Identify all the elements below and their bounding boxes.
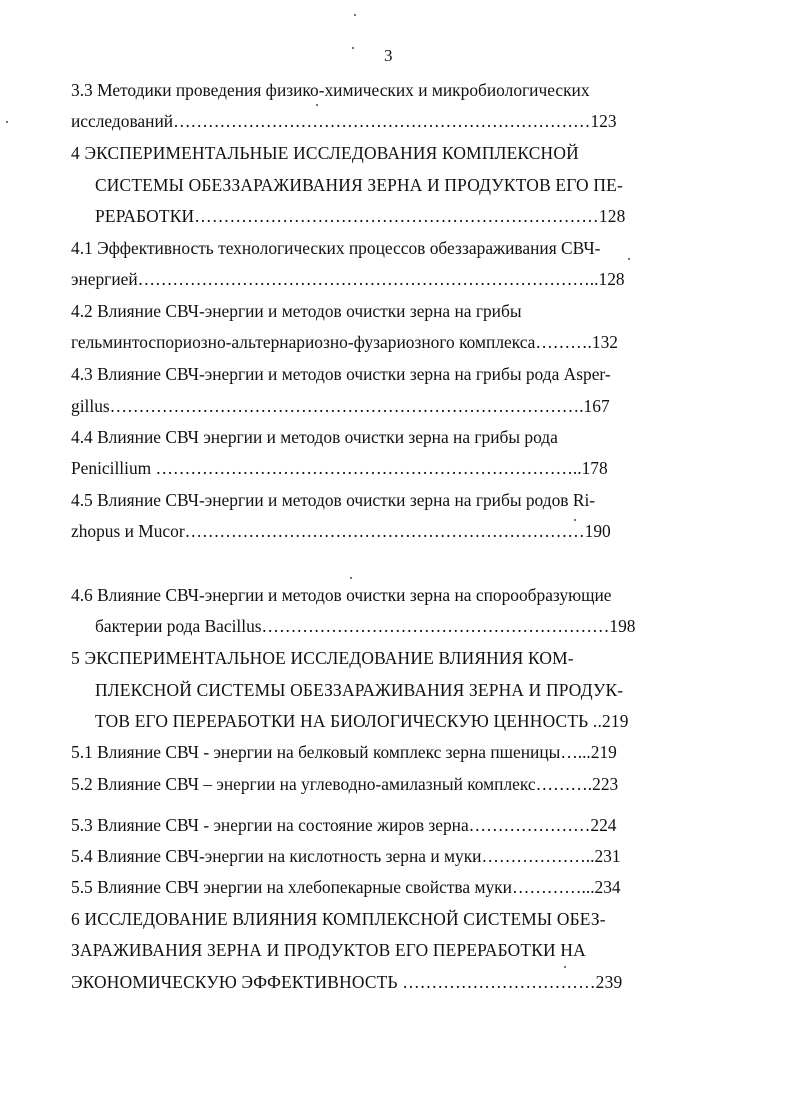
- toc-entry-4-4-line1: 4.4 Влияние СВЧ энергии и методов очистки зерна на грибы рода: [71, 427, 558, 447]
- toc-entry-4-3-line1: 4.3 Влияние СВЧ-энергии и методов очистки зерна на грибы рода Asper-: [71, 364, 611, 384]
- scan-speck: [350, 577, 352, 579]
- toc-entry-4-5-line2: zhopus и Mucor……………………………………………………………190: [71, 521, 611, 541]
- toc-entry-4-1-line1: 4.1 Эффективность технологических процессов обеззараживания СВЧ-: [71, 238, 601, 258]
- toc-entry-4-line2: СИСТЕМЫ ОБЕЗЗАРАЖИВАНИЯ ЗЕРНА И ПРОДУКТОВ ЕГО ПЕ-: [95, 175, 623, 195]
- scan-speck: [6, 121, 8, 123]
- page-number: 3: [384, 46, 393, 65]
- toc-entry-6-line2: ЗАРАЖИВАНИЯ ЗЕРНА И ПРОДУКТОВ ЕГО ПЕРЕРАБОТКИ НА: [71, 940, 586, 960]
- toc-entry-5-2: 5.2 Влияние СВЧ – энергии на углеводно-амилазный комплекс……….223: [71, 774, 619, 794]
- toc-entry-4-2-line2: гельминтоспориозно-альтернариозно-фузариозного комплекса……….132: [71, 332, 618, 352]
- toc-entry-4-line3: РЕРАБОТКИ……………………………………………………………128: [95, 206, 626, 226]
- toc-entry-4-2-line1: 4.2 Влияние СВЧ-энергии и методов очистки зерна на грибы: [71, 301, 522, 321]
- toc-entry-4-5-line1: 4.5 Влияние СВЧ-энергии и методов очистки зерна на грибы родов Ri-: [71, 490, 596, 510]
- scan-speck: [354, 14, 356, 16]
- toc-entry-5-line1: 5 ЭКСПЕРИМЕНТАЛЬНОЕ ИССЛЕДОВАНИЕ ВЛИЯНИЯ КОМ-: [71, 648, 574, 668]
- scan-speck: [564, 966, 566, 968]
- toc-entry-5-3: 5.3 Влияние СВЧ - энергии на состояние жиров зерна…………………224: [71, 815, 617, 835]
- toc-entry-3-3-line1: 3.3 Методики проведения физико-химических и микробиологических: [71, 80, 590, 100]
- scan-speck: [574, 519, 576, 521]
- toc-entry-4-line1: 4 ЭКСПЕРИМЕНТАЛЬНЫЕ ИССЛЕДОВАНИЯ КОМПЛЕКСНОЙ: [71, 143, 579, 163]
- toc-entry-5-line3: ТОВ ЕГО ПЕРЕРАБОТКИ НА БИОЛОГИЧЕСКУЮ ЦЕННОСТЬ ..219: [95, 711, 629, 731]
- toc-entry-4-6-line1: 4.6 Влияние СВЧ-энергии и методов очистки зерна на спорообразующие: [71, 585, 612, 605]
- toc-entry-5-5: 5.5 Влияние СВЧ энергии на хлебопекарные свойства муки…………...234: [71, 877, 621, 897]
- toc-entry-3-3-line2: исследований………………………………………………………………123: [71, 111, 617, 131]
- toc-entry-4-4-line2: Penicillium ………………………………………………………………..178: [71, 458, 608, 478]
- toc-entry-5-line2: ПЛЕКСНОЙ СИСТЕМЫ ОБЕЗЗАРАЖИВАНИЯ ЗЕРНА И ПРОДУК-: [95, 680, 624, 700]
- toc-entry-4-3-line2: gillus……………………………………………………………………….167: [71, 396, 610, 416]
- toc-entry-6-line3: ЭКОНОМИЧЕСКУЮ ЭФФЕКТИВНОСТЬ ……………………………239: [71, 972, 623, 992]
- toc-entry-4-1-line2: энергией……………………………………………………………………..128: [71, 269, 625, 289]
- scan-speck: [628, 258, 630, 260]
- toc-entry-5-4: 5.4 Влияние СВЧ-энергии на кислотность зерна и муки………………..231: [71, 846, 621, 866]
- toc-entry-6-line1: 6 ИССЛЕДОВАНИЕ ВЛИЯНИЯ КОМПЛЕКСНОЙ СИСТЕМЫ ОБЕЗ-: [71, 909, 606, 929]
- toc-entry-5-1: 5.1 Влияние СВЧ - энергии на белковый комплекс зерна пшеницы…...219: [71, 742, 617, 762]
- scan-speck: [352, 47, 354, 49]
- toc-entry-4-6-line2: бактерии рода Bacillus……………………………………………………198: [95, 616, 636, 636]
- scan-speck: [316, 104, 318, 106]
